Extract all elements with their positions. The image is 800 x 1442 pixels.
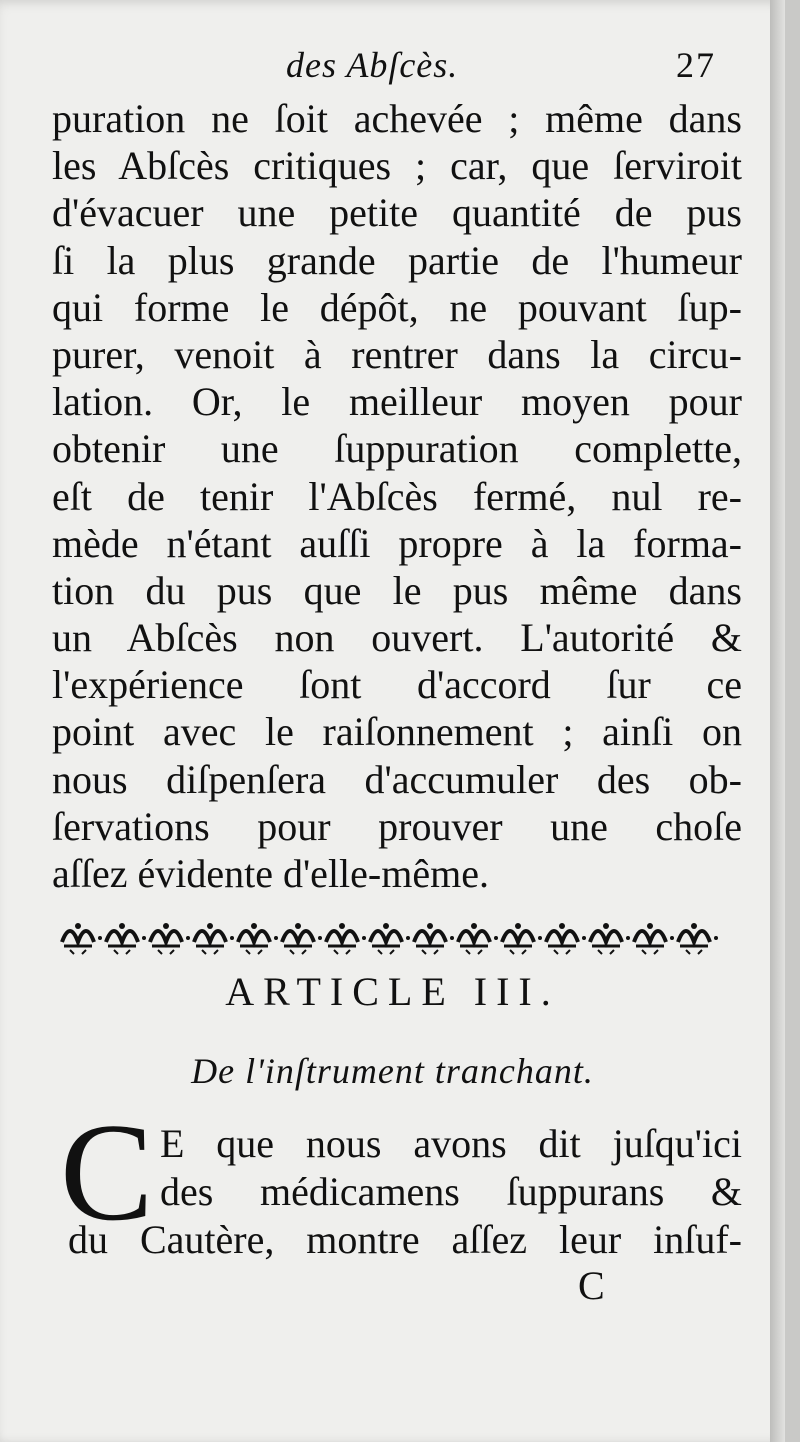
paragraph-line: purer, venoit à rentrer dans la circu- [52, 331, 742, 377]
paragraph-line: mède n'étant auſſi propre à la forma- [52, 520, 742, 566]
paragraph-line: les Abſcès critiques ; car, que ſerviroit [52, 143, 742, 189]
paragraph-line: nous diſpenſera d'accumuler des ob- [52, 756, 742, 802]
section-paragraph [68, 1120, 742, 1264]
article-subheading: De l'inſtrument tranchant. [191, 1051, 594, 1091]
page-gutter [770, 0, 785, 1442]
drop-cap: C [60, 1095, 154, 1250]
paragraph-line: ſi la plus grande partie de l'humeur [52, 237, 742, 283]
paragraph-line: obtenir une ſuppuration complette, [52, 426, 742, 472]
paragraph [52, 95, 742, 897]
paragraph-line: ſervations pour prouver une choſe [52, 803, 742, 849]
paragraph-line: point avec le raiſonnement ; ainſi on [52, 709, 742, 755]
ornament-band [60, 912, 740, 958]
signature-mark: C [578, 1263, 605, 1308]
paragraph-line: qui forme le dépôt, ne pouvant ſup- [52, 284, 742, 330]
paragraph-line: puration ne ſoit achevée ; même dans [52, 96, 742, 141]
running-head [0, 44, 785, 94]
paragraph-line: un Abſcès non ouvert. L'autorité & [52, 615, 742, 661]
running-title: des Abſcès. [286, 45, 459, 85]
paragraph-line: l'expérience ſont d'accord ſur ce [52, 662, 742, 708]
paragraph-line: eſt de tenir l'Abſcès fermé, nul re- [52, 473, 742, 519]
article-heading: ARTICLE III. [225, 969, 560, 1014]
section-line: du Cautère, montre aſſez leur inſuf- [68, 1217, 742, 1262]
paragraph-line: lation. Or, le meilleur moyen pour [52, 379, 742, 425]
paragraph-line: aſſez évidente d'elle-même. [52, 851, 489, 896]
section-line: E que nous avons dit juſqu'ici [160, 1121, 742, 1166]
section-line: des médicamens ſuppurans & [160, 1169, 742, 1214]
page-number: 27 [676, 45, 716, 85]
paragraph-line: tion du pus que le pus même dans [52, 567, 742, 613]
paragraph-line: d'évacuer une petite quantité de pus [52, 190, 742, 236]
